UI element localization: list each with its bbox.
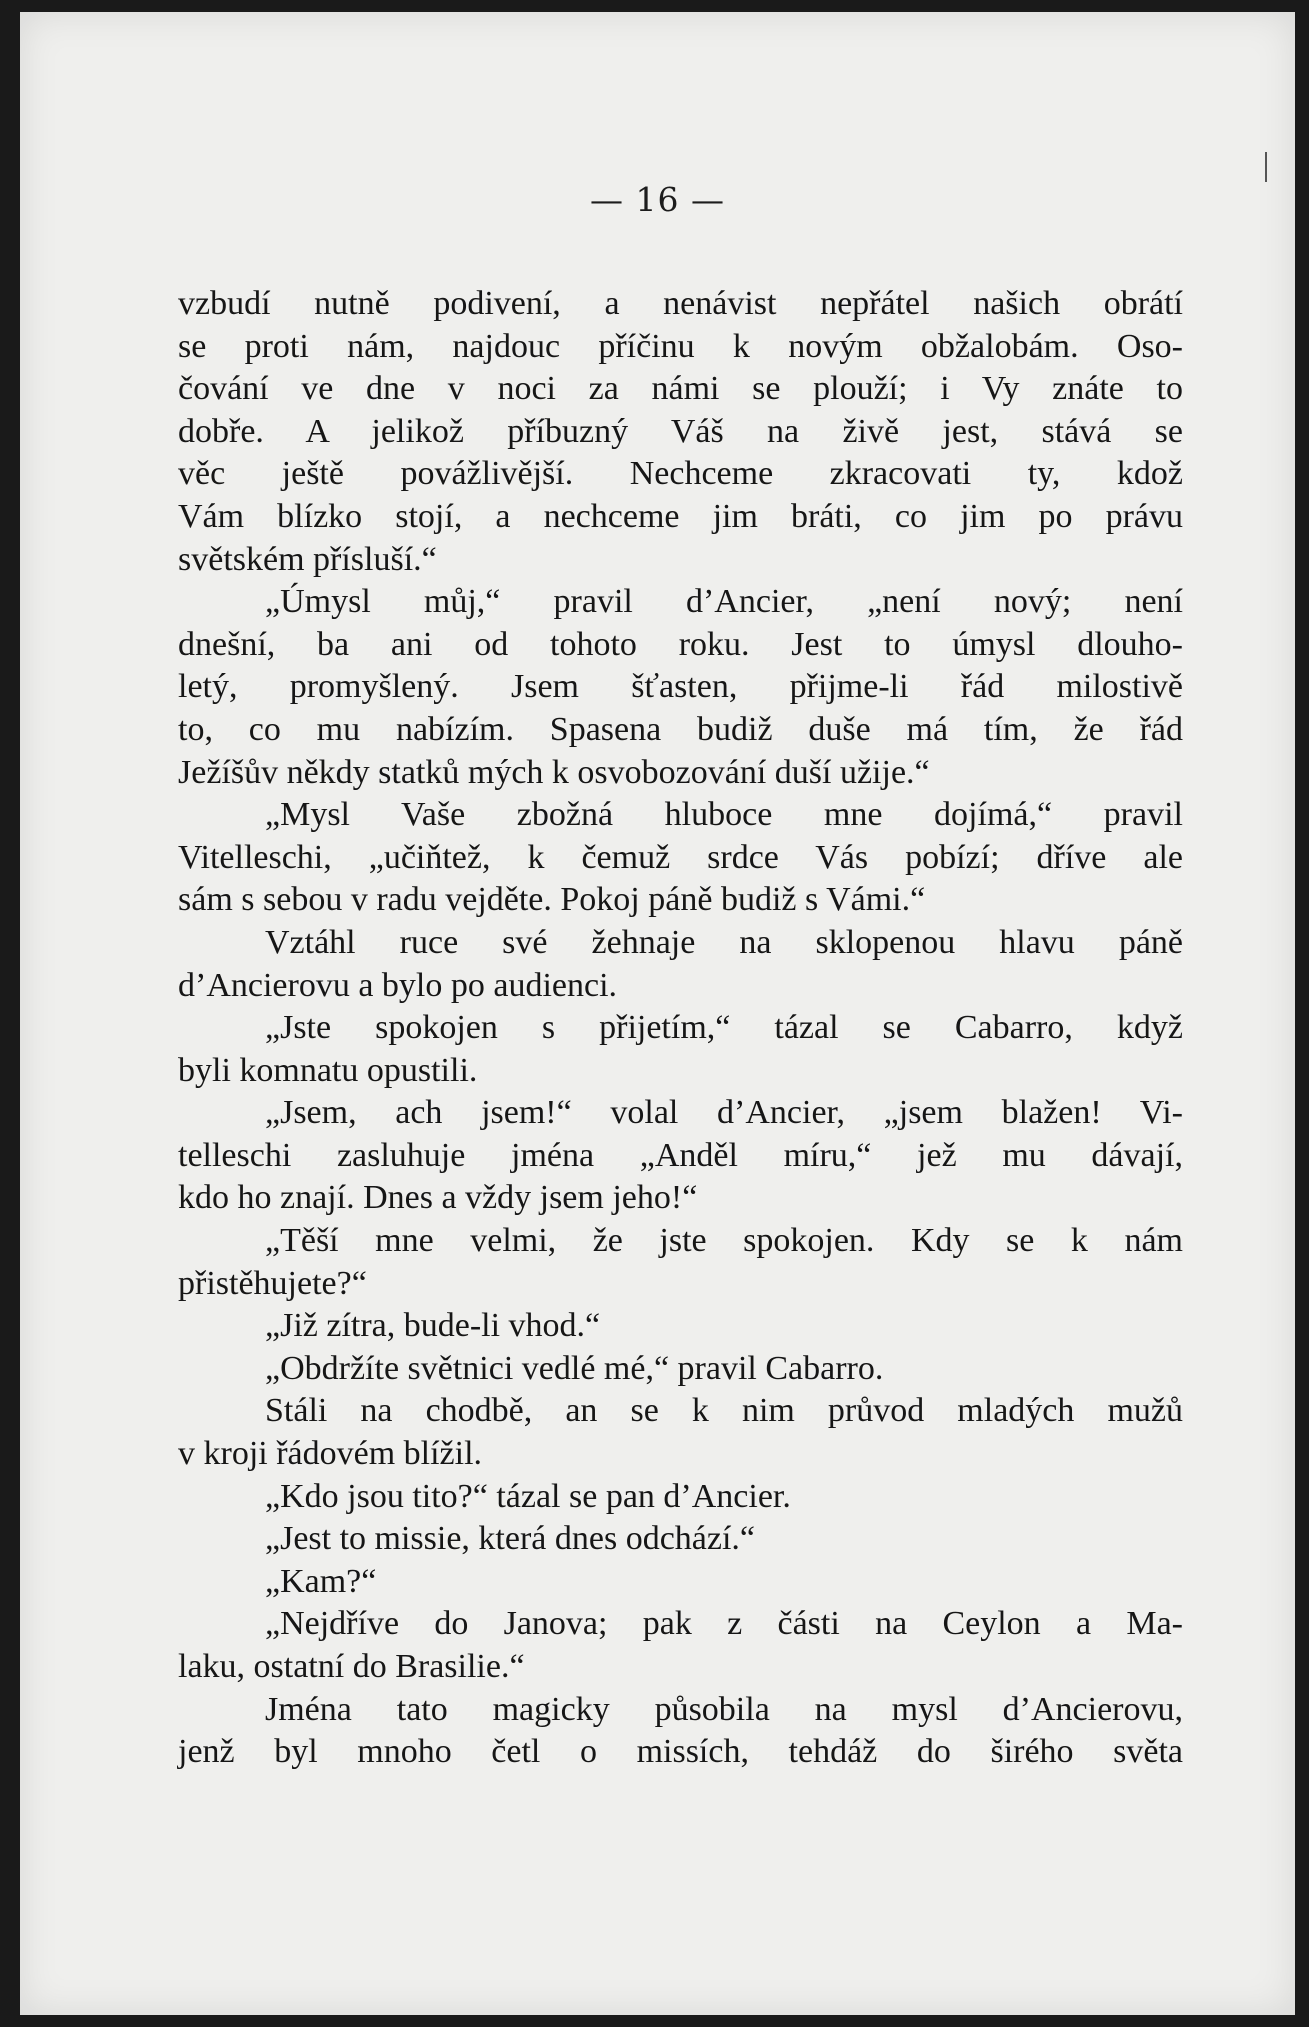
text-line: to, co mu nabízím. Spasena budiž duše má tím, že řád [178, 710, 1183, 748]
text-line: „Mysl Vaše zbožná hluboce mne dojímá,“ pravil [265, 796, 1183, 834]
text-line: Jména tato magicky působila na mysl d’Ancierovu, [265, 1690, 1183, 1728]
text-line: byli komnatu opustili. [178, 1051, 478, 1089]
text-line: jenž byl mnoho četl o missích, tehdáž do širého světa [178, 1733, 1183, 1771]
page-edge-mark [1265, 152, 1267, 182]
text-line: „Obdržíte světnici vedlé mé,“ pravil Cabarro. [265, 1349, 884, 1387]
text-line: vzbudí nutně podivení, a nenávist nepřátel našich obrátí [178, 285, 1183, 322]
text-line: dobře. A jelikož příbuzný Váš na živě jest, stává se [178, 412, 1183, 450]
text-line: Ježíšův někdy statků mých k osvobozování duší užije.“ [178, 753, 930, 791]
text-line: „Jest to missie, která dnes odchází.“ [265, 1520, 756, 1558]
text-line: sám s sebou v radu vejděte. Pokoj páně budiž s Vámi.“ [178, 881, 926, 919]
text-line: d’Ancierovu a bylo po audienci. [178, 966, 618, 1004]
text-line: laku, ostatní do Brasilie.“ [178, 1648, 525, 1685]
text-line: Vztáhl ruce své žehnaje na sklopenou hlavu páně [265, 923, 1183, 961]
book-page [20, 12, 1295, 2015]
text-line: čování ve dne v noci za námi se plouží; i Vy znáte to [178, 370, 1183, 408]
text-line: v kroji řádovém blížil. [178, 1435, 483, 1473]
text-line: „Jste spokojen s přijetím,“ tázal se Cabarro, když [265, 1009, 1183, 1047]
text-line: Vám blízko stojí, a nechceme jim bráti, co jim po právu [178, 497, 1183, 535]
text-line: „Jsem, ach jsem!“ volal d’Ancier, „jsem blažen! Vi- [265, 1094, 1183, 1132]
text-line: světském přísluší.“ [178, 540, 437, 578]
text-line: „Kam?“ [265, 1562, 377, 1600]
text-line: „Kdo jsou tito?“ tázal se pan d’Ancier. [265, 1477, 791, 1515]
text-line: „Nejdříve do Janova; pak z části na Ceylon a Ma- [265, 1605, 1183, 1643]
text-line: telleschi zasluhuje jména „Anděl míru,“ jež mu dávají, [178, 1136, 1183, 1174]
text-line: dnešní, ba ani od tohoto roku. Jest to úmysl dlouho- [178, 625, 1183, 663]
page-number: — 16 — [590, 180, 725, 219]
text-line: letý, promyšlený. Jsem šťasten, přijme-li řád milostivě [178, 668, 1183, 706]
text-line: Stáli na chodbě, an se k nim průvod mladých mužů [265, 1392, 1183, 1430]
text-line: kdo ho znají. Dnes a vždy jsem jeho!“ [178, 1179, 698, 1217]
text-line: věc ještě povážlivější. Nechceme zkracovati ty, kdož [178, 455, 1183, 493]
page-body-text [178, 283, 1183, 1774]
text-line: Vitelleschi, „učiňtež, k čemuž srdce Vás pobízí; dříve ale [178, 838, 1183, 876]
text-line: „Těší mne velmi, že jste spokojen. Kdy se k nám [265, 1222, 1183, 1260]
text-line: se proti nám, najdouc příčinu k novým obžalobám. Oso- [178, 327, 1183, 365]
text-line: „Již zítra, bude-li vhod.“ [265, 1307, 601, 1345]
text-line: přistěhujete?“ [178, 1264, 367, 1302]
text-line: „Úmysl můj,“ pravil d’Ancier, „není nový; není [265, 583, 1183, 621]
